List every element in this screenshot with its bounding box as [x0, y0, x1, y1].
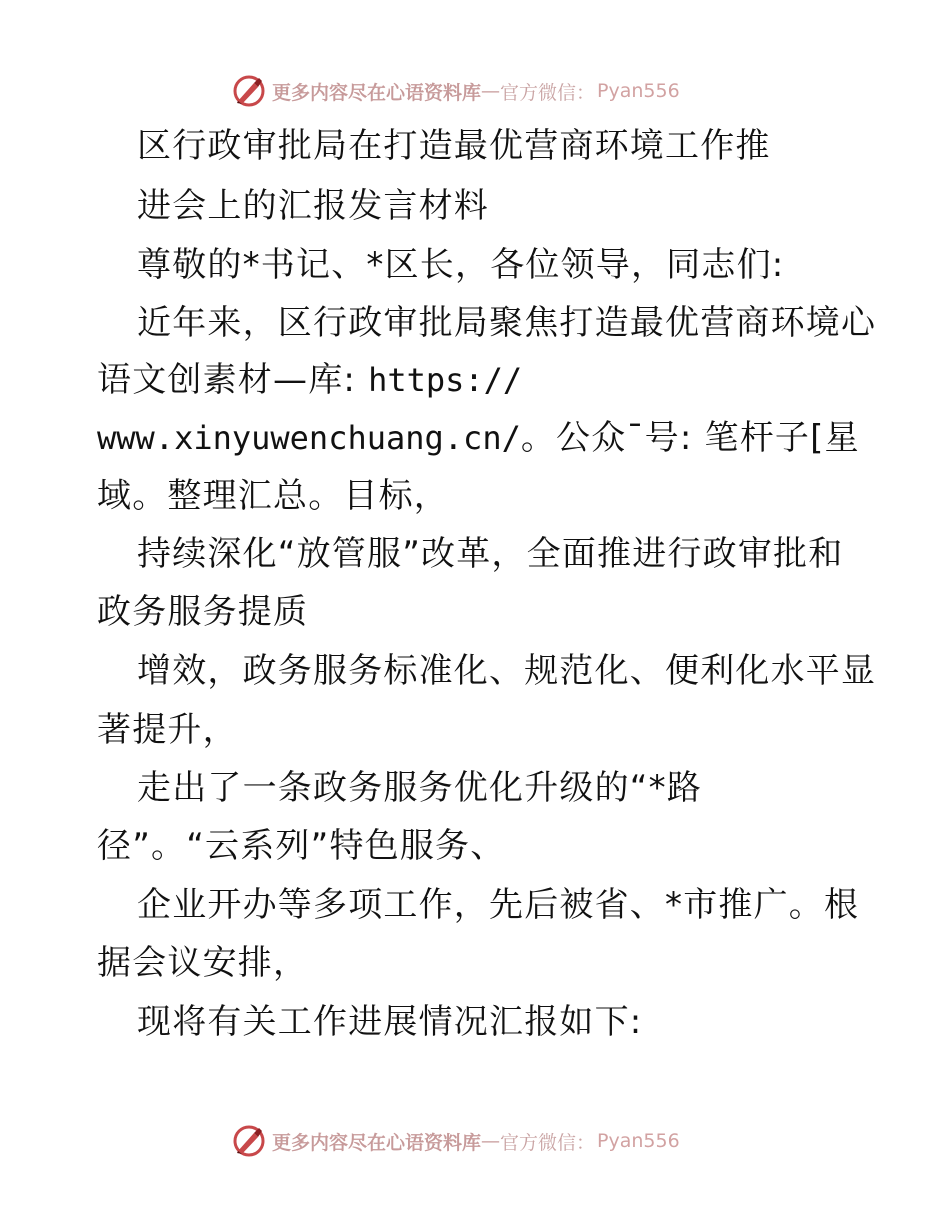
watermark-title: 更多内容尽在心语资料库 — [272, 1131, 482, 1154]
paragraph-line: 近年来，区行政审批局聚焦打造最优营商环境心 — [137, 303, 877, 343]
watermark-header — [232, 73, 680, 109]
paragraph-line: www.xinyuwenchuang.cn/。公众¯号: 笔杆子[星 — [97, 418, 860, 458]
paragraph-line: 企业开办等多项工作，先后被省、*市推广。根 — [137, 885, 860, 925]
watermark-dash: — — [481, 80, 501, 102]
watermark-title: 更多内容尽在心语资料库 — [272, 81, 482, 104]
watermark-wechat-label: 官方微信： — [500, 81, 596, 104]
paragraph-line: 径”。“云系列”特色服务、 — [97, 826, 506, 866]
watermark-wechat-label: 官方微信： — [500, 1131, 596, 1154]
salutation: 尊敬的*书记、*区长，各位领导，同志们: — [137, 245, 785, 285]
doc-title-line-1: 区行政审批局在打造最优营商环境工作推 — [137, 126, 771, 166]
watermark-wechat-id: Pyan556 — [597, 80, 680, 102]
paragraph-line: 增效，政务服务标准化、规范化、便利化水平显 — [137, 651, 877, 691]
watermark-footer — [232, 1123, 680, 1159]
pen-logo-icon — [232, 1124, 266, 1158]
watermark-dash: — — [481, 1130, 501, 1152]
watermark-wechat-id: Pyan556 — [597, 1130, 680, 1152]
paragraph-line: 语文创素材—库: https:// — [97, 360, 523, 400]
doc-title-line-2: 进会上的汇报发言材料 — [137, 186, 489, 226]
paragraph-line: 持续深化“放管服”改革，全面推进行政审批和 — [137, 534, 844, 574]
pen-logo-icon — [232, 74, 266, 108]
paragraph-line: 现将有关工作进展情况汇报如下: — [137, 1002, 643, 1042]
paragraph-line: 著提升， — [97, 710, 238, 750]
paragraph-line: 据会议安排， — [97, 943, 309, 983]
paragraph-line: 域。整理汇总。目标， — [97, 476, 449, 516]
paragraph-line: 走出了一条政务服务优化升级的“*路 — [137, 768, 703, 808]
paragraph-line: 政务服务提质 — [97, 592, 309, 632]
